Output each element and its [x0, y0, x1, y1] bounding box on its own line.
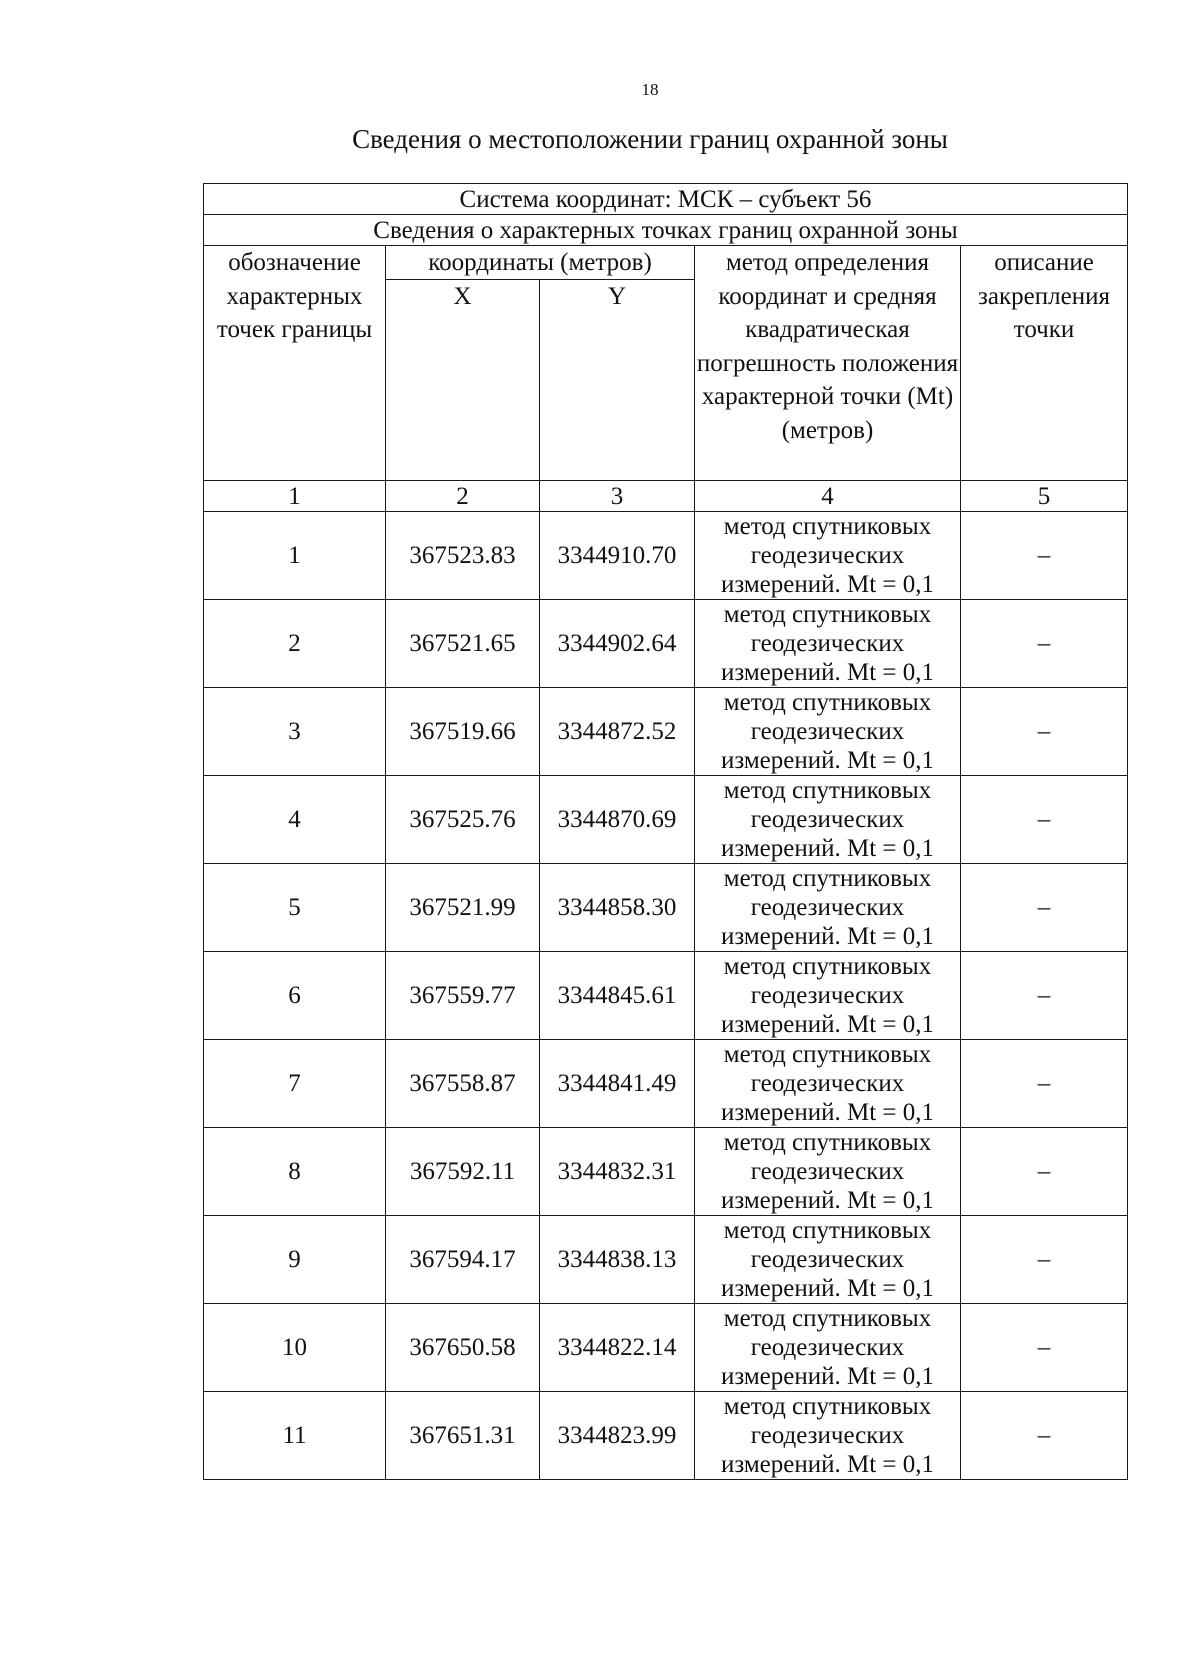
column-number: 1 — [204, 481, 386, 512]
x-coordinate-cell: 367521.99 — [386, 864, 540, 952]
point-cell: 8 — [204, 1128, 386, 1216]
table-row — [204, 1392, 1128, 1480]
point-cell: 5 — [204, 864, 386, 952]
method-text-line: метод спутниковых — [723, 1217, 932, 1244]
method-text-line: геодезических — [750, 982, 905, 1009]
description-cell: – — [961, 1216, 1128, 1304]
table-row — [204, 600, 1128, 688]
method-text-line: метод спутниковых — [723, 865, 932, 892]
point-cell: 6 — [204, 952, 386, 1040]
method-text-line: измерений. Mt = 0,1 — [720, 1363, 935, 1390]
description-cell: – — [961, 952, 1128, 1040]
method-text-line: измерений. Mt = 0,1 — [720, 923, 935, 950]
x-coordinate-cell: 367651.31 — [386, 1392, 540, 1480]
x-coordinate-cell: 367521.65 — [386, 600, 540, 688]
method-text-line: метод спутниковых — [723, 1041, 932, 1068]
x-coordinate-cell: 367592.11 — [386, 1128, 540, 1216]
x-coordinate-cell: 367519.66 — [386, 688, 540, 776]
table-row — [204, 1216, 1128, 1304]
description-cell: – — [961, 1304, 1128, 1392]
table-row — [204, 952, 1128, 1040]
method-cell — [695, 776, 961, 864]
point-cell: 3 — [204, 688, 386, 776]
method-text-line: метод спутниковых — [723, 953, 932, 980]
header-method: метод определения координат и средняя квадратическая погрешность положения характерной точки (Mt) (метров) — [695, 246, 961, 481]
y-coordinate-cell: 3344838.13 — [540, 1216, 695, 1304]
description-cell: – — [961, 1040, 1128, 1128]
method-text-line: геодезических — [750, 630, 905, 657]
method-text-line: метод спутниковых — [723, 1129, 932, 1156]
y-coordinate-cell: 3344910.70 — [540, 512, 695, 600]
method-cell — [695, 952, 961, 1040]
point-cell: 1 — [204, 512, 386, 600]
method-cell — [695, 512, 961, 600]
table-row — [204, 776, 1128, 864]
x-coordinate-cell: 367594.17 — [386, 1216, 540, 1304]
column-number: 5 — [961, 481, 1128, 512]
method-text-line: геодезических — [750, 1246, 905, 1273]
y-coordinate-cell: 3344832.31 — [540, 1128, 695, 1216]
x-coordinate-cell: 367650.58 — [386, 1304, 540, 1392]
table-subtitle: Сведения о характерных точках границ охранной зоны — [204, 215, 1128, 246]
method-cell — [695, 1216, 961, 1304]
x-coordinate-cell: 367525.76 — [386, 776, 540, 864]
method-text-line: геодезических — [750, 806, 905, 833]
table-row — [204, 864, 1128, 952]
y-coordinate-cell: 3344858.30 — [540, 864, 695, 952]
method-text-line: метод спутниковых — [723, 777, 932, 804]
header-x: X — [386, 280, 540, 481]
table-row — [204, 512, 1128, 600]
method-text-line: измерений. Mt = 0,1 — [720, 1011, 935, 1038]
method-cell — [695, 600, 961, 688]
x-coordinate-cell: 367523.83 — [386, 512, 540, 600]
header-y: Y — [540, 280, 695, 481]
method-text-line: измерений. Mt = 0,1 — [720, 1275, 935, 1302]
method-text-line: измерений. Mt = 0,1 — [720, 659, 935, 686]
description-cell: – — [961, 512, 1128, 600]
method-text-line: метод спутниковых — [723, 601, 932, 628]
header-point: обозначение характерных точек границы — [204, 246, 386, 481]
description-cell: – — [961, 688, 1128, 776]
method-text-line: геодезических — [750, 718, 905, 745]
table-row — [204, 1040, 1128, 1128]
method-text-line: метод спутниковых — [723, 513, 932, 540]
table-row — [204, 1304, 1128, 1392]
table-row — [204, 688, 1128, 776]
y-coordinate-cell: 3344845.61 — [540, 952, 695, 1040]
method-cell — [695, 1128, 961, 1216]
header-description: описание закрепления точки — [961, 246, 1128, 481]
description-cell: – — [961, 1128, 1128, 1216]
method-text-line: измерений. Mt = 0,1 — [720, 1099, 935, 1126]
method-text-line: измерений. Mt = 0,1 — [720, 1451, 935, 1478]
x-coordinate-cell: 367559.77 — [386, 952, 540, 1040]
method-text-line: геодезических — [750, 1070, 905, 1097]
y-coordinate-cell: 3344870.69 — [540, 776, 695, 864]
y-coordinate-cell: 3344841.49 — [540, 1040, 695, 1128]
column-number: 4 — [695, 481, 961, 512]
table-row — [204, 1128, 1128, 1216]
y-coordinate-cell: 3344823.99 — [540, 1392, 695, 1480]
y-coordinate-cell: 3344822.14 — [540, 1304, 695, 1392]
method-text-line: измерений. Mt = 0,1 — [720, 571, 935, 598]
point-cell: 2 — [204, 600, 386, 688]
description-cell: – — [961, 600, 1128, 688]
header-coords: координаты (метров) — [386, 246, 695, 280]
point-cell: 4 — [204, 776, 386, 864]
description-cell: – — [961, 1392, 1128, 1480]
description-cell: – — [961, 864, 1128, 952]
method-text-line: метод спутниковых — [723, 1305, 932, 1332]
method-text-line: геодезических — [750, 1334, 905, 1361]
document-title: Сведения о местоположении границ охранной зоны — [352, 124, 948, 154]
method-cell — [695, 1392, 961, 1480]
method-cell — [695, 1040, 961, 1128]
method-text-line: измерений. Mt = 0,1 — [720, 835, 935, 862]
method-text-line: метод спутниковых — [723, 1393, 932, 1420]
method-text-line: измерений. Mt = 0,1 — [720, 747, 935, 774]
method-text-line: геодезических — [750, 1422, 905, 1449]
column-number: 2 — [386, 481, 540, 512]
page-number: 18 — [641, 80, 659, 99]
y-coordinate-cell: 3344872.52 — [540, 688, 695, 776]
point-cell: 10 — [204, 1304, 386, 1392]
point-cell: 7 — [204, 1040, 386, 1128]
method-text-line: геодезических — [750, 894, 905, 921]
method-cell — [695, 864, 961, 952]
method-text-line: геодезических — [750, 1158, 905, 1185]
method-text-line: метод спутниковых — [723, 689, 932, 716]
point-cell: 11 — [204, 1392, 386, 1480]
column-number: 3 — [540, 481, 695, 512]
point-cell: 9 — [204, 1216, 386, 1304]
method-cell — [695, 688, 961, 776]
method-text-line: измерений. Mt = 0,1 — [720, 1187, 935, 1214]
x-coordinate-cell: 367558.87 — [386, 1040, 540, 1128]
method-text-line: геодезических — [750, 542, 905, 569]
coordinates-table — [203, 183, 1128, 1480]
method-cell — [695, 1304, 961, 1392]
coordinate-system-label: Система координат: МСК – субъект 56 — [204, 184, 1128, 215]
description-cell: – — [961, 776, 1128, 864]
y-coordinate-cell: 3344902.64 — [540, 600, 695, 688]
